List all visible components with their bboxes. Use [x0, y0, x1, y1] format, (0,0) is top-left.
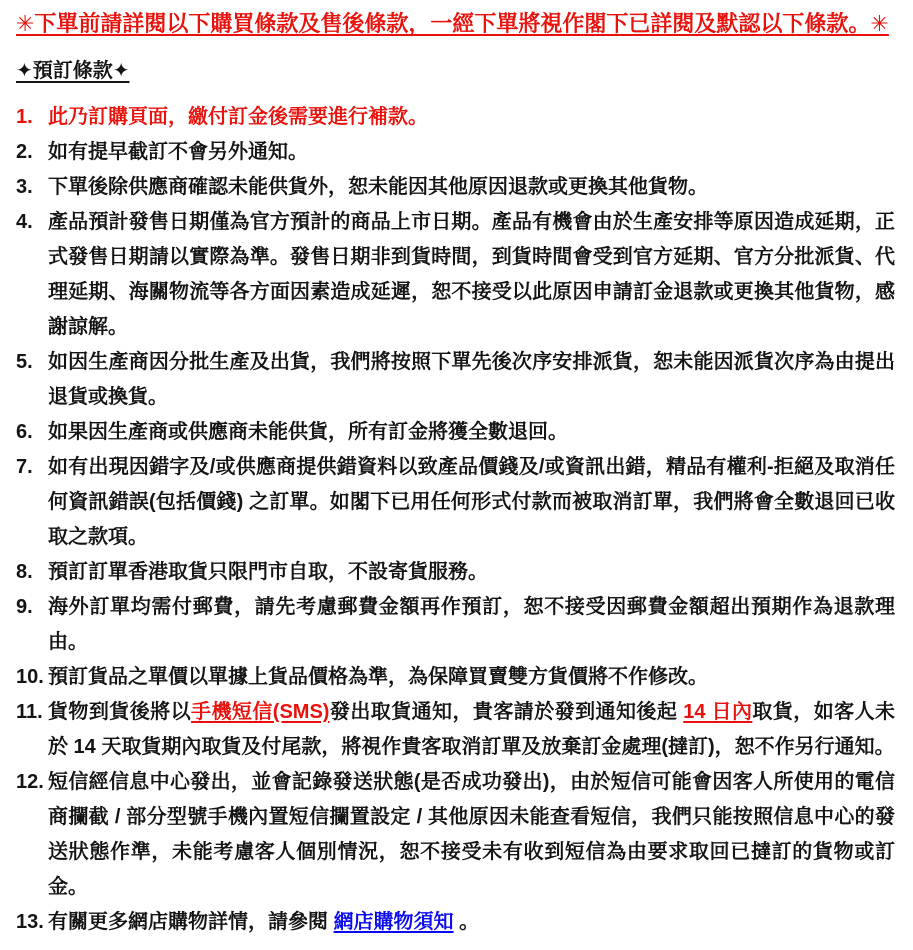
term-item-12 [16, 765, 895, 905]
term-number: 12. [16, 771, 44, 793]
section-title-preorder-terms [16, 54, 895, 89]
term-text: 發出取貨通知，貴客請於發到通知後起 [329, 701, 684, 723]
term-text: 如果因生產商或供應商未能供貨，所有訂金將獲全數退回。 [48, 421, 568, 443]
term-item-5 [16, 345, 895, 415]
term-number: 4. [16, 211, 33, 233]
term-item-10 [16, 660, 895, 695]
term-number: 1. [16, 106, 33, 128]
term-number: 9. [16, 596, 33, 618]
term-text: 短信經信息中心發出，並會記錄發送狀態(是否成功發出)，由於短信可能會因客人所使用的電信商攔截 / 部分型號手機內置短信攔置設定 / 其他原因未能查看短信，我們只能按照信息中心的發送狀態作準，未能考慮客人個別情況，恕不接受未有收到短信為由要求取回已撻訂的貨物或訂金。 [48, 771, 895, 898]
term-item-11 [16, 695, 895, 765]
term-number: 10. [16, 666, 44, 688]
sms-highlight: 手機短信(SMS) [191, 701, 330, 723]
term-number: 11. [16, 701, 43, 723]
term-text: 產品預計發售日期僅為官方預計的商品上市日期。產品有機會由於生產安排等原因造成延期，正式發售日期請以實際為準。發售日期非到貨時間，到貨時間會受到官方延期、官方分批派貨、代理延期、海關物流等各方面因素造成延遲，恕不接受以此原因申請訂金退款或更換其他貨物，感謝諒解。 [48, 211, 895, 338]
term-item-7 [16, 450, 895, 555]
term-text: 貨物到貨後將以 [48, 701, 192, 723]
term-number: 7. [16, 456, 33, 478]
term-item-6 [16, 415, 895, 450]
term-text: 預訂貨品之單價以單據上貨品價格為準，為保障買賣雙方貨價將不作修改。 [48, 666, 708, 688]
term-item-2 [16, 135, 895, 170]
pickup-deadline-highlight: 14 日內 [683, 701, 753, 723]
term-text: 如有提早截訂不會另外通知。 [48, 141, 308, 163]
term-item-9 [16, 590, 895, 660]
term-item-8 [16, 555, 895, 590]
top-warning-notice: ✳下單前請詳閱以下購買條款及售後條款，一經下單將視作閣下已詳閱及默認以下條款。✳ [16, 11, 889, 36]
term-item-1 [16, 100, 895, 135]
term-number: 6. [16, 421, 33, 443]
term-item-3 [16, 170, 895, 205]
term-number: 3. [16, 176, 33, 198]
term-text: 有關更多網店購物詳情，請參閱 [48, 911, 334, 933]
term-text: 如因生產商因分批生產及出貨，我們將按照下單先後次序安排派貨，恕未能因派貨次序為由提出退貨或換貨。 [48, 351, 895, 408]
term-text: 下單後除供應商確認未能供貨外，恕未能因其他原因退款或更換其他貨物。 [48, 176, 708, 198]
term-text: 如有出現因錯字及/或供應商提供錯資料以致產品價錢及/或資訊出錯，精品有權利-拒絕及取消任何資訊錯誤(包括價錢) 之訂單。如閣下已用任何形式付款而被取消訂單，我們將會全數退回已收取之款項。 [48, 456, 895, 548]
term-text: 海外訂單均需付郵費，請先考慮郵費金額再作預訂，恕不接受因郵費金額超出預期作為退款理由。 [48, 596, 895, 653]
term-number: 5. [16, 351, 33, 373]
terms-list [16, 100, 895, 940]
term-text: 。 [453, 911, 480, 933]
term-number: 8. [16, 561, 33, 583]
term-text: 預訂訂單香港取貨只限門市自取，不設寄貨服務。 [48, 561, 488, 583]
term-item-13 [16, 905, 895, 940]
term-number: 13. [16, 911, 44, 933]
term-text: 此乃訂購頁面，繳付訂金後需要進行補款。 [48, 106, 428, 128]
term-item-4 [16, 205, 895, 345]
section-title-text: ✦預訂條款✦ [16, 60, 130, 82]
shop-guide-link[interactable]: 網店購物須知 [333, 911, 454, 933]
term-text: 取貨，如客人未於 14 天取貨期內取貨及付尾款，將視作貴客取消訂單及放棄訂金處理(撻訂)，恕不作另行通知。 [48, 701, 895, 758]
term-number: 2. [16, 141, 33, 163]
